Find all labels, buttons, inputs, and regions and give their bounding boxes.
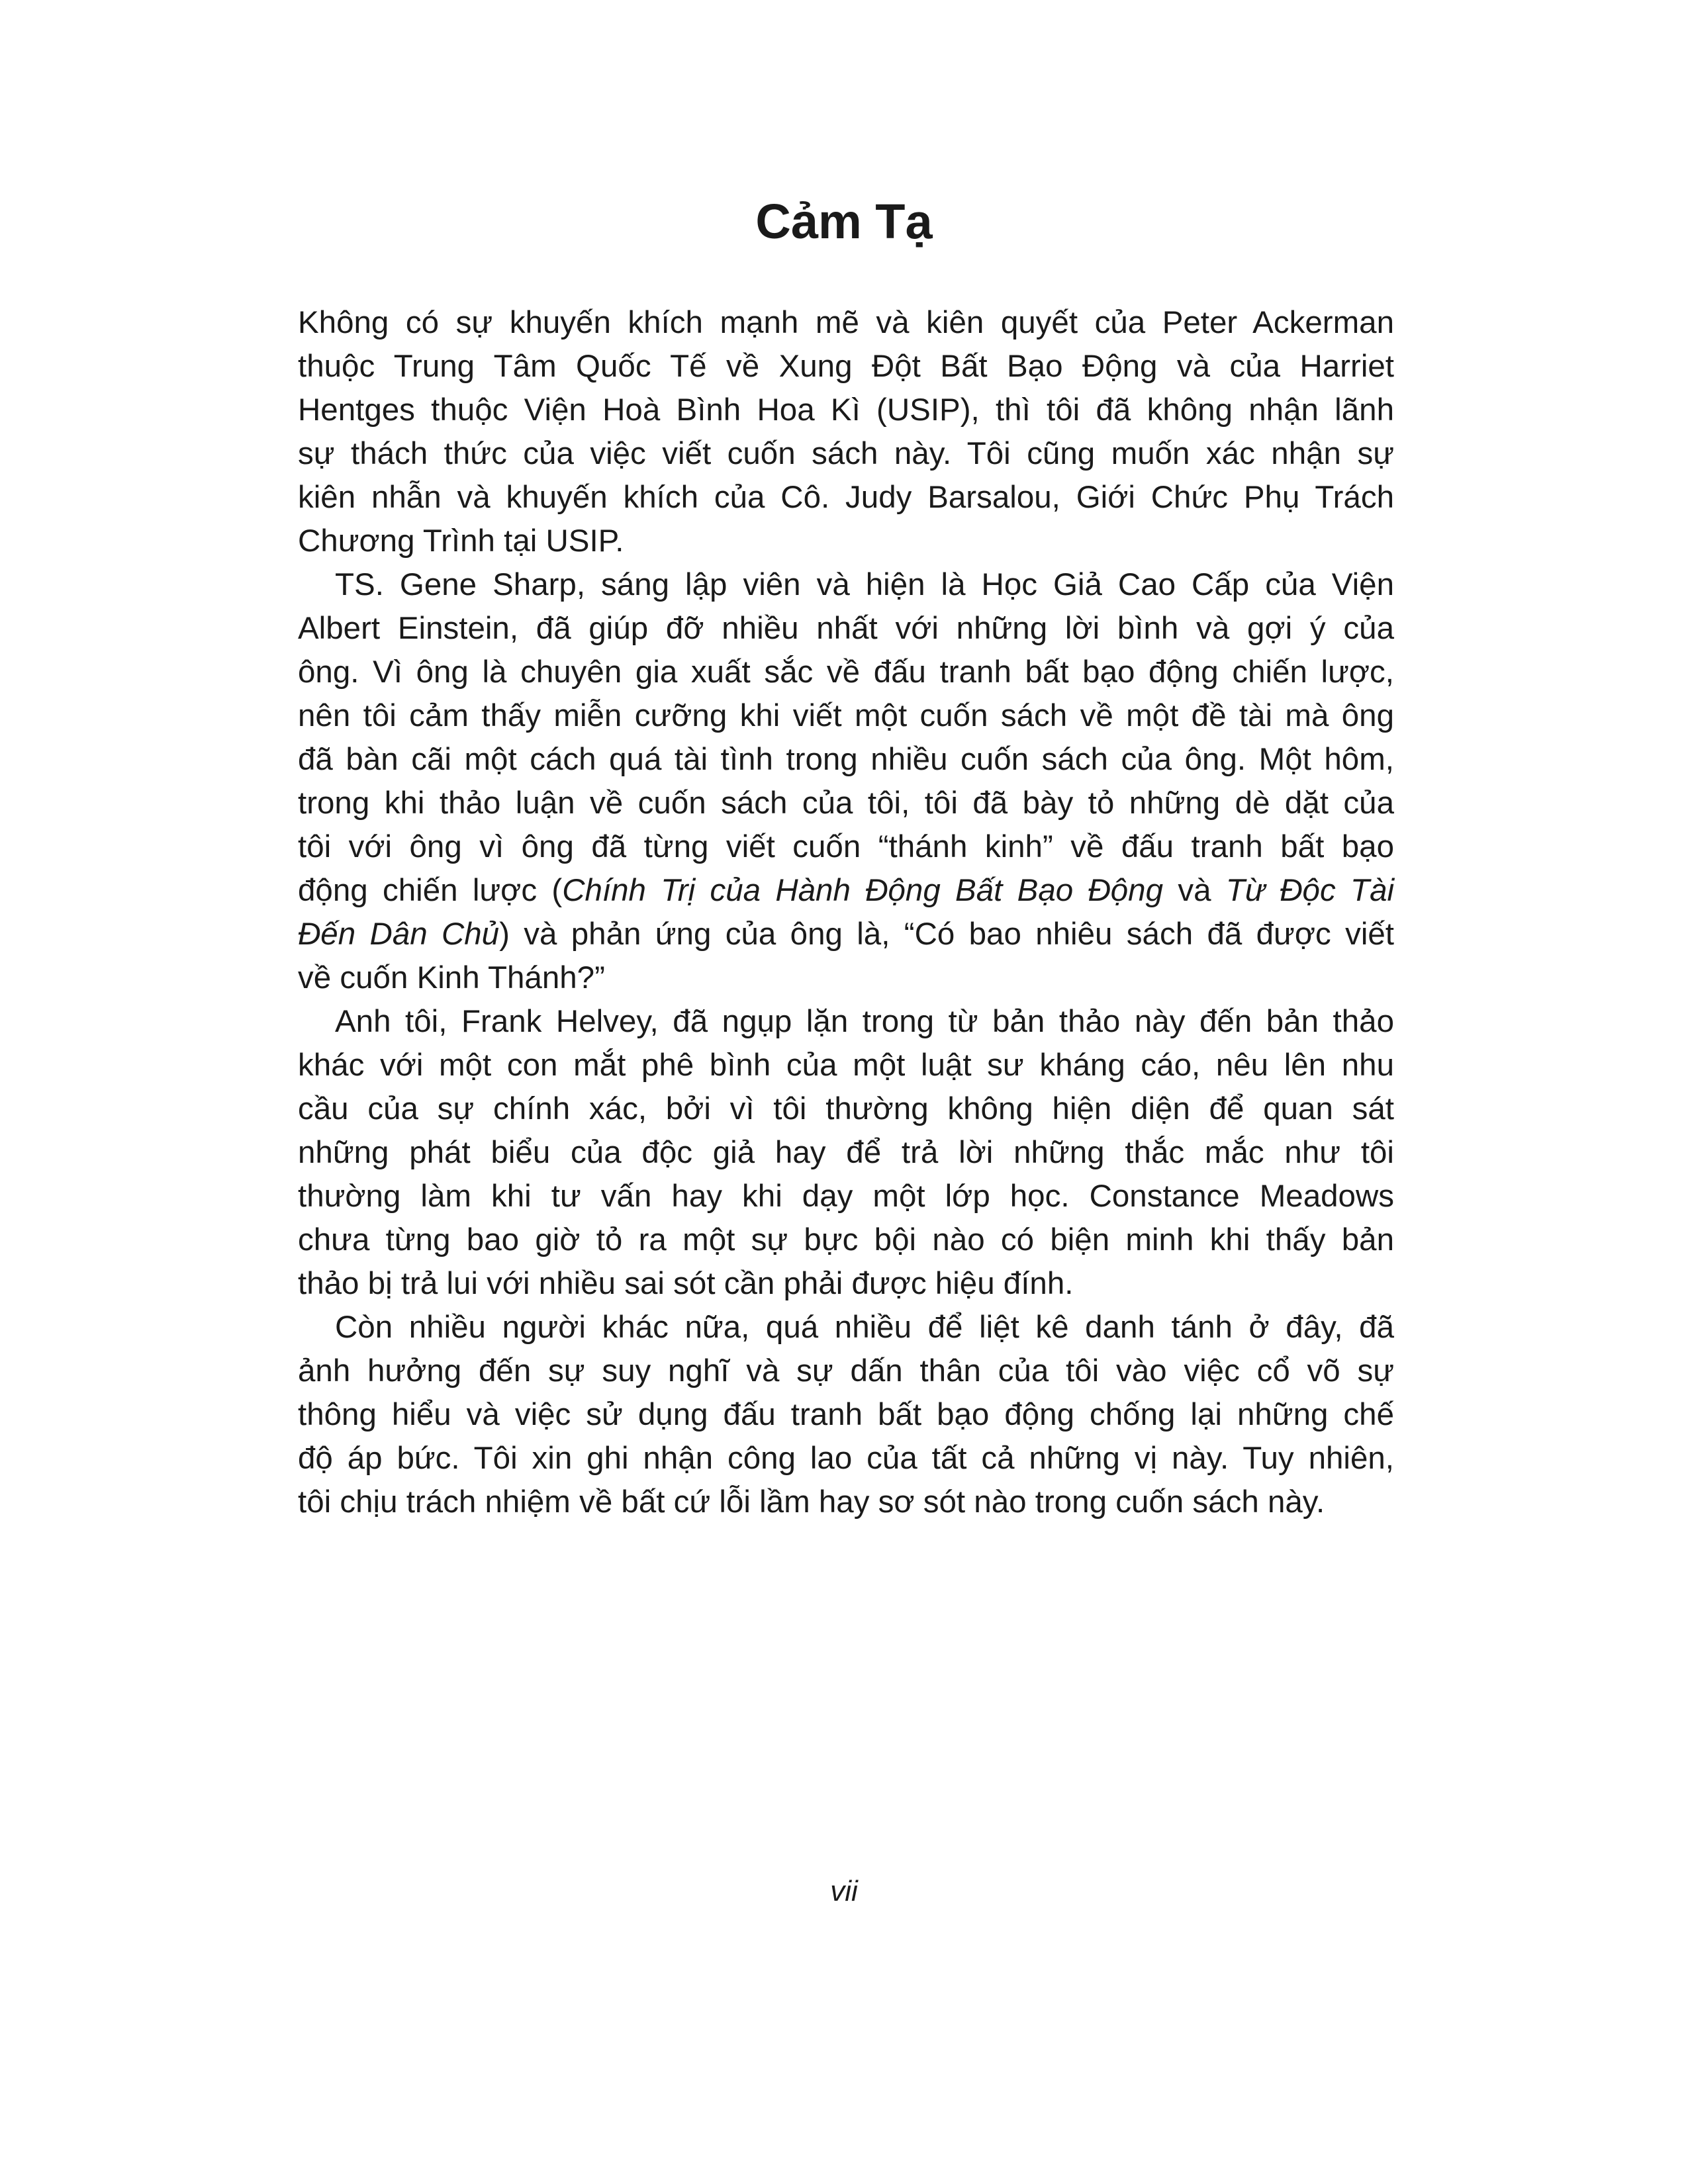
body-text bbox=[298, 301, 1394, 1524]
book-title-2-part-1: Từ Độc Tài bbox=[1225, 873, 1394, 908]
text-line bbox=[298, 913, 1394, 956]
text-line: TS. Gene Sharp, sáng lập viên và hiện là Học Giả Cao Cấp của Viện bbox=[335, 567, 1394, 602]
text-line: khác với một con mắt phê bình của một luật sư kháng cáo, nêu lên nhu bbox=[298, 1048, 1394, 1083]
text-line: tôi với ông vì ông đã từng viết cuốn “thánh kinh” về đấu tranh bất bạo bbox=[298, 829, 1394, 864]
text-line: chưa từng bao giờ tỏ ra một sự bực bội nào có biện minh khi thấy bản bbox=[298, 1222, 1394, 1257]
text-segment: và bbox=[1163, 873, 1226, 908]
text-line: những phát biểu của độc giả hay để trả lời những thắc mắc như tôi bbox=[298, 1135, 1394, 1170]
text-segment: ) và phản ứng của ông là, “Có bao nhiêu sách đã được viết bbox=[499, 917, 1394, 952]
text-line: tôi chịu trách nhiệm về bất cứ lỗi lầm hay sơ sót nào trong cuốn sách này. bbox=[298, 1484, 1325, 1520]
text-line: ông. Vì ông là chuyên gia xuất sắc về đấu tranh bất bạo động chiến lược, bbox=[298, 655, 1394, 690]
paragraph-1 bbox=[298, 301, 1394, 563]
text-line: Hentges thuộc Viện Hoà Bình Hoa Kì (USIP), thì tôi đã không nhận lãnh bbox=[298, 392, 1394, 428]
text-line: kiên nhẫn và khuyến khích của Cô. Judy Barsalou, Giới Chức Phụ Trách bbox=[298, 480, 1394, 515]
text-line: thuộc Trung Tâm Quốc Tế về Xung Đột Bất Bạo Động và của Harriet bbox=[298, 349, 1394, 384]
paragraph-3 bbox=[298, 1000, 1394, 1306]
text-line: nên tôi cảm thấy miễn cưỡng khi viết một cuốn sách về một đề tài mà ông bbox=[298, 698, 1394, 733]
text-line: Còn nhiều người khác nữa, quá nhiều để liệt kê danh tánh ở đây, đã bbox=[335, 1310, 1394, 1345]
text-segment: động chiến lược ( bbox=[298, 873, 563, 908]
page-title: Cảm Tạ bbox=[755, 194, 933, 249]
text-line: thông hiểu và việc sử dụng đấu tranh bất bạo động chống lại những chế bbox=[298, 1397, 1394, 1432]
text-line: thường làm khi tư vấn hay khi dạy một lớp học. Constance Meadows bbox=[298, 1179, 1394, 1214]
text-line: Albert Einstein, đã giúp đỡ nhiều nhất với những lời bình và gợi ý của bbox=[298, 611, 1394, 646]
text-line: trong khi thảo luận về cuốn sách của tôi, tôi đã bày tỏ những dè dặt của bbox=[298, 786, 1394, 821]
text-line: ảnh hưởng đến sự suy nghĩ và sự dấn thân của tôi vào việc cổ võ sự bbox=[298, 1353, 1394, 1388]
text-line: đã bàn cãi một cách quá tài tình trong nhiều cuốn sách của ông. Một hôm, bbox=[298, 742, 1394, 777]
text-line: sự thách thức của việc viết cuốn sách này. Tôi cũng muốn xác nhận sự bbox=[298, 436, 1394, 471]
text-line: độ áp bức. Tôi xin ghi nhận công lao của tất cả những vị này. Tuy nhiên, bbox=[298, 1441, 1394, 1476]
text-line: về cuốn Kinh Thánh?” bbox=[298, 960, 605, 995]
text-line: Chương Trình tại USIP. bbox=[298, 523, 624, 559]
paragraph-2 bbox=[298, 563, 1394, 1000]
text-line: Anh tôi, Frank Helvey, đã ngụp lặn trong từ bản thảo này đến bản thảo bbox=[335, 1004, 1394, 1039]
page-number: vii bbox=[830, 1875, 858, 1907]
text-line: Không có sự khuyến khích mạnh mẽ và kiên quyết của Peter Ackerman bbox=[298, 305, 1394, 340]
text-line: cầu của sự chính xác, bởi vì tôi thường không hiện diện để quan sát bbox=[298, 1091, 1394, 1126]
text-line bbox=[298, 869, 1394, 913]
book-title-1: Chính Trị của Hành Động Bất Bạo Động bbox=[562, 873, 1164, 908]
book-title-2-part-2: Đến Dân Chủ bbox=[298, 917, 500, 952]
paragraph-4 bbox=[298, 1306, 1394, 1524]
text-line: thảo bị trả lui với nhiều sai sót cần phải được hiệu đính. bbox=[298, 1266, 1074, 1301]
